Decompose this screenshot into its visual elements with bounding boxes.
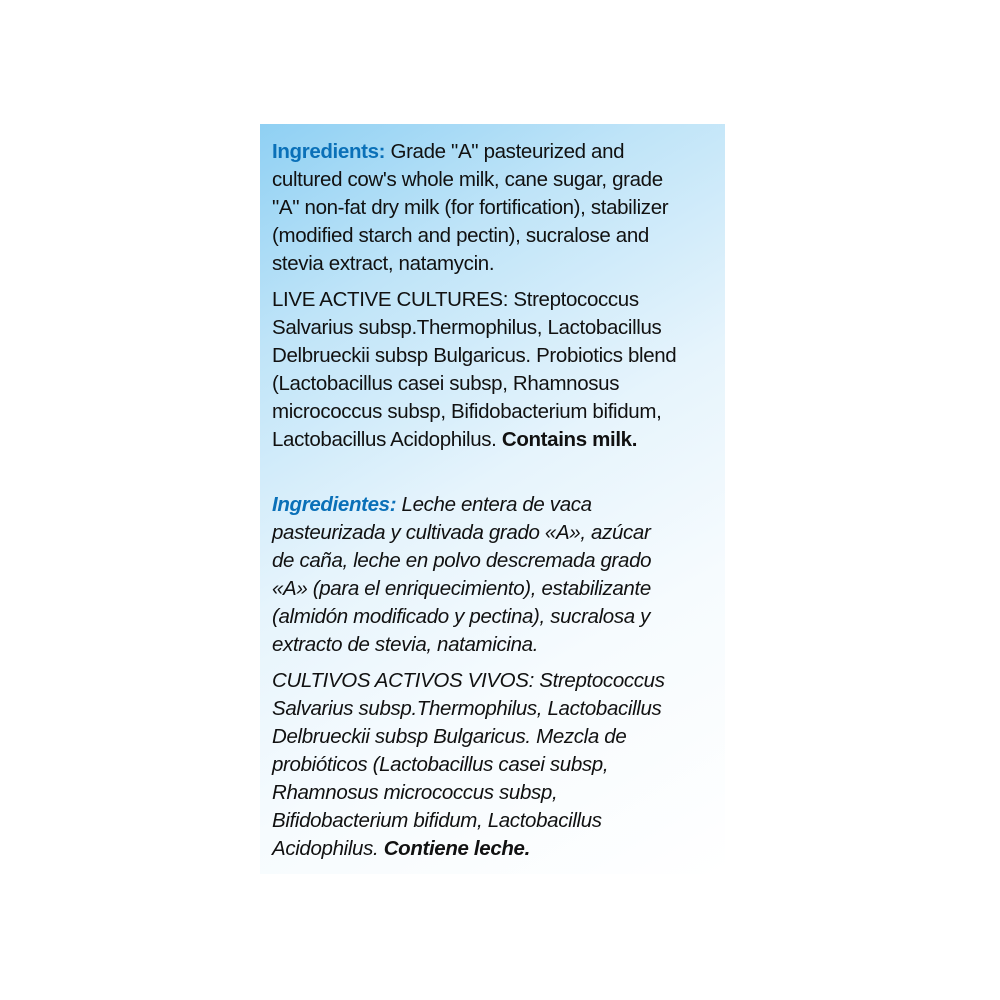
spanish-ingredients-line-5: (almidón modificado y pectina), sucralosa y xyxy=(272,605,651,628)
spacer xyxy=(272,659,713,667)
english-ingredients-line-3: "A" non-fat dry milk (for fortification), stabilizer xyxy=(272,196,669,219)
spanish-cultures-line-2: Salvarius subsp.Thermophilus, Lactobacillus xyxy=(272,697,662,720)
english-cultures-line-3: Delbrueckii subsp Bulgaricus. Probiotics blend xyxy=(272,344,677,367)
english-ingredients-line-1 xyxy=(272,138,713,166)
english-cultures-line-6 xyxy=(272,426,713,454)
english-ingredients-line-4: (modified starch and pectin), sucralose and xyxy=(272,224,649,247)
english-ingredients-line-2: cultured cow's whole milk, cane sugar, grade xyxy=(272,168,663,191)
spanish-ingredients-text: Leche entera de vaca xyxy=(396,493,592,516)
spacer xyxy=(272,278,713,286)
english-ingredients-heading: Ingredients: xyxy=(272,140,386,163)
spacer xyxy=(272,454,713,491)
english-ingredients-text: Grade "A" pasteurized and xyxy=(385,140,625,163)
spanish-cultures-line-4: probióticos (Lactobacillus casei subsp, xyxy=(272,753,609,776)
english-ingredients-paragraph xyxy=(272,138,713,278)
spanish-cultures-line-6: Bifidobacterium bifidum, Lactobacillus xyxy=(272,809,602,832)
spanish-cultures-line-7 xyxy=(272,835,713,863)
spanish-cultures-text: Acidophilus. xyxy=(272,837,384,860)
spanish-cultures-paragraph xyxy=(272,667,713,863)
english-cultures-line-1: LIVE ACTIVE CULTURES: Streptococcus xyxy=(272,288,639,311)
english-cultures-line-4: (Lactobacillus casei subsp, Rhamnosus xyxy=(272,372,620,395)
ingredients-label-panel xyxy=(260,124,725,874)
english-cultures-line-2: Salvarius subsp.Thermophilus, Lactobacillus xyxy=(272,316,662,339)
english-cultures-paragraph xyxy=(272,286,713,454)
spanish-ingredients-line-3: de caña, leche en polvo descremada grado xyxy=(272,549,652,572)
spanish-ingredients-heading: Ingredientes: xyxy=(272,493,397,516)
spanish-ingredients-line-4: «A» (para el enriquecimiento), estabilizante xyxy=(272,577,651,600)
english-ingredients-line-5: stevia extract, natamycin. xyxy=(272,252,495,275)
spanish-ingredients-line-2: pasteurizada y cultivada grado «A», azúcar xyxy=(272,521,651,544)
spanish-ingredients-line-1 xyxy=(272,491,713,519)
spanish-allergen-statement: Contiene leche. xyxy=(383,837,530,860)
spanish-cultures-line-3: Delbrueckii subsp Bulgaricus. Mezcla de xyxy=(272,725,627,748)
spanish-ingredients-line-6: extracto de stevia, natamicina. xyxy=(272,633,539,656)
spanish-cultures-line-1: CULTIVOS ACTIVOS VIVOS: Streptococcus xyxy=(272,669,665,692)
english-cultures-line-5: micrococcus subsp, Bifidobacterium bifidum, xyxy=(272,400,662,423)
english-allergen-statement: Contains milk. xyxy=(501,428,638,451)
spanish-cultures-line-5: Rhamnosus micrococcus subsp, xyxy=(272,781,558,804)
english-cultures-text: Lactobacillus Acidophilus. xyxy=(272,428,502,451)
spanish-ingredients-paragraph xyxy=(272,491,713,659)
